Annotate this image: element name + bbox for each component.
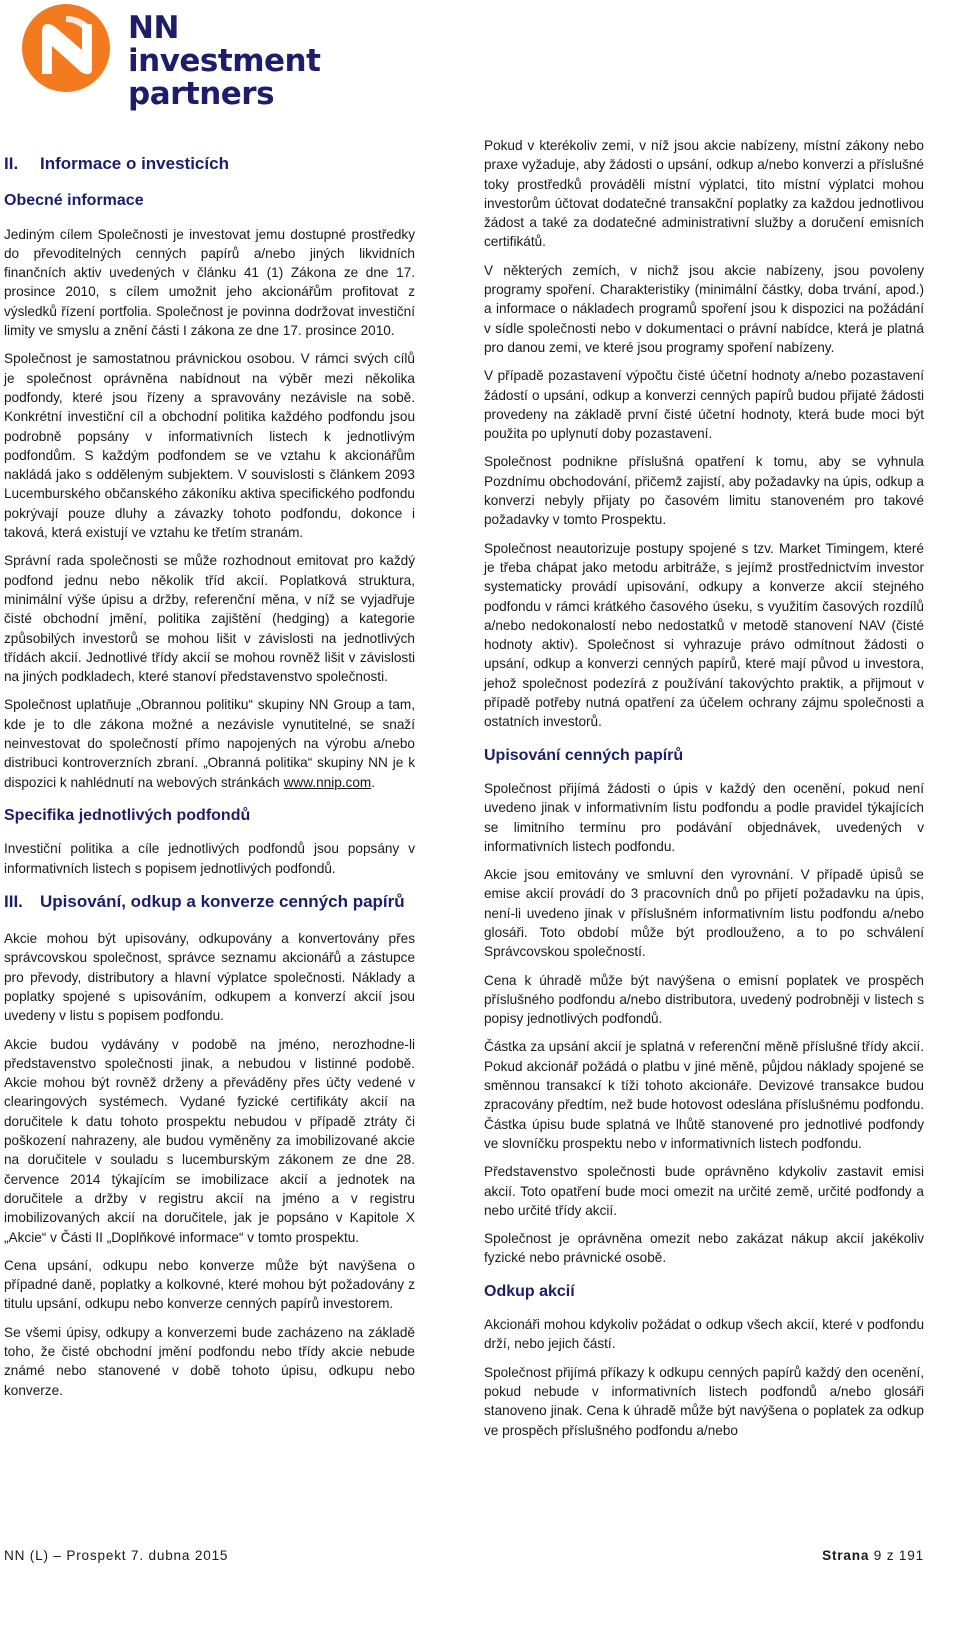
paragraph: Cena upsání, odkupu nebo konverze může být navýšena o případné daně, poplatky a kolkovné, které mohou být požadovány z titulu upsání, odkupu nebo konverze cenných papírů investorem.	[4, 1257, 415, 1312]
subscription-heading: Upisování cenných papírů	[484, 746, 684, 764]
paragraph: Společnost podnikne příslušná opatření k tomu, aby se vyhnula Pozdnímu obchodování, přičemž zajistí, aby požadavky na úpis, odkup a konverzi nebyly přijaty po časovém limitu stanoveném pro takové požadavky v tomto Prospektu.	[484, 454, 924, 528]
page-current: 9	[873, 1548, 883, 1563]
page-separator: z	[886, 1548, 895, 1563]
section-iii-title: Upisování, odkup a konverze cenných papírů	[40, 891, 405, 911]
paragraph: Představenstvo společnosti bude oprávněno kdykoliv zastavit emisi akcií. Toto opatření bude moci omezit na určité země, určité podfondy a nebo určité třídy akcií.	[484, 1164, 924, 1218]
brand-wordmark	[128, 12, 360, 111]
paragraph: Akcionáři mohou kdykoliv požádat o odkup všech akcií, které v podfondu drží, nebo jejich částí.	[484, 1317, 924, 1352]
section-ii-title: Informace o investicích	[40, 154, 229, 173]
right-column	[484, 136, 924, 1449]
paragraph: Akcie jsou emitovány ve smluvní den vyrovnání. V případě úpisů se emise akcií provádí do 3 pracovních dnů po přijetí požadavku na úpis, není-li uvedeno jinak v příslušném informativním listu podfondu a/nebo glosáři. Toto období může být prodlouženo, a to po schválení Správcovskou společností.	[484, 867, 924, 960]
paragraph: Částka za upsání akcií je splatná v referenční měně příslušné třídy akcií. Pokud akcionář požádá o platbu v jiné měně, půjdou náklady spojené se směnnou transakcí k tíži tohoto akcionáře. Devizové transakce budou zpracovány předtím, než bude hotovost odeslána příslušnému podfondu. Částka úpisu bude splatná ve lhůtě stanovené pro jednotlivé podfondy ve slovníčku prospektu nebo v informativních listech podfondu.	[484, 1039, 924, 1151]
footer-document-title: NN (L) – Prospekt 7. dubna 2015	[4, 1548, 229, 1563]
paragraph: Investiční politika a cíle jednotlivých podfondů jsou popsány v informativních listech s popisem jednotlivých podfondů.	[4, 841, 415, 876]
left-column	[4, 154, 415, 1409]
paragraph: Společnost je oprávněna omezit nebo zakázat nákup akcií jakékoliv fyzické nebo právnické osobě.	[484, 1231, 924, 1266]
paragraph: Se všemi úpisy, odkupy a konverzemi bude zacházeno na základě toho, že čisté obchodní jmění podfondu nebo třídy akcie nebude známé nebo stanovené v době tohoto úpisu, odkupu nebo konverze.	[4, 1324, 415, 1398]
paragraph: Akcie budou vydávány v podobě na jméno, nerozhodne-li představenstvo společnosti jinak, a nebudou v listinné podobě. Akcie mohou být rovněž drženy a převáděny přes účty vedené v clearingových systémech. Vydané fyzické certifikáty akcií na doručitele k datu tohoto prospektu nebudou v případě ztráty či poškození nahrazeny, ale budou vyměněny za imobilizované akcie na doručitele v souladu s lucemburským zákonem ze dne 28. července 2014 týkajícím se imobilizace akcií a jednotek na doručitele a držby v registru akcií na jméno a v registru imobilizovaných akcií na doručitele, jak je popsáno v Kapitole X „Akcie“ v Části II „Doplňkové informace“ v tomto prospektu.	[4, 1036, 415, 1245]
brand-logo	[20, 2, 360, 112]
paragraph: Společnost je samostatnou právnickou osobou. V rámci svých cílů je společnost oprávněna nabídnout na výběr mezi několika podfondy, které jsou řízeny a spravovány nezávisle na sobě. Konkrétní investiční cíl a obchodní politika každého podfondu jsou podrobně popsány v informativních listech k jednotlivým podfondům. S každým podfondem se ve vztahu k akcionářům nakládá jako s odděleným subjektem. V souvislosti s článkem 2093 Lucemburského občanského zákoníku aktiva specifického podfondu pokrývají pouze dluhy a závazky tohoto podfondu, dokonce i taková, která existují ve vztahu ke třetím stranám.	[4, 351, 415, 541]
brand-line2: partners	[128, 76, 275, 112]
page-label: Strana	[822, 1548, 870, 1563]
paragraph: V některých zemích, v nichž jsou akcie nabízeny, jsou povoleny programy spoření. Charakteristiky (minimální částky, doba trvání, apod.) a informace o nákladech programů spoření jsou k dispozici na požádání v sídle společnosti nebo v dokumentaci o právní nabídce, která je platná pro danou zemi, ve které jsou programy spoření nabízeny.	[484, 262, 924, 355]
paragraph: Jediným cílem Společnosti je investovat jemu dostupné prostředky do převoditelných cenných papírů a/nebo jiných likvidních finančních aktiv uvedených v článku 41 (1) Zákona ze dne 17. prosince 2010, s cílem umožnit jeho akcionářům profitovat z výsledků řízení portfolia. Společnost je povinna dodržovat investiční limity ve smyslu a znění části I zákona ze dne 17. prosince 2010.	[4, 226, 415, 339]
paragraph: Společnost přijímá příkazy k odkupu cenných papírů každý den ocenění, pokud nebude v informativních listech podfondů a/nebo glosáři stanoveno jinak. Cena k úhradě může být navýšena o poplatek za odkup ve prospěch příslušného podfondu a/nebo	[484, 1364, 924, 1438]
nn-lion-logo-icon	[20, 2, 112, 94]
paragraph: Společnost přijímá žádosti o úpis v každý den ocenění, pokud není uvedeno jinak v informativním listu podfondu a podle pravidel týkajících se limitního termínu pro podávání objednávek, uvedených v informativních listech podfondu.	[484, 780, 924, 854]
paragraph: Akcie mohou být upisovány, odkupovány a konvertovány přes správcovskou společnost, správce seznamu akcionářů a zástupce pro převody, distributory a hlavní výplatce společnosti. Náklady a poplatky spojené s upisováním, odkupem a konverzí akcií jsou uvedeny v listu s popisem podfondu.	[4, 931, 415, 1024]
brand-line1: NN investment	[128, 10, 321, 79]
footer-page-number	[822, 1548, 924, 1563]
nnip-link[interactable]: www.nnip.com	[283, 774, 372, 790]
paragraph	[4, 695, 415, 791]
redemption-heading: Odkup akcií	[484, 1282, 575, 1300]
paragraph-text: Společnost uplatňuje „Obrannou politiku“ skupiny NN Group a tam, kde je to dle zákona možné a nezávisle vynutitelné, se snaží neinvestovat do společností přímo napojených na výrobu a/nebo distribuci kontroverzních zbraní. „Obranná politika“ skupiny NN je k dispozici k nahlédnutí na webových stránkách	[4, 697, 415, 790]
subfund-specifics-heading: Specifika jednotlivých podfondů	[4, 806, 251, 824]
general-info-heading: Obecné informace	[4, 192, 144, 210]
paragraph-end: .	[371, 774, 376, 790]
section-ii-heading	[4, 154, 415, 173]
section-ii-number: II.	[4, 154, 19, 173]
section-iii-heading	[4, 892, 415, 911]
paragraph: Cena k úhradě může být navýšena o emisní poplatek ve prospěch příslušného podfondu a/nebo distributora, uvedený podrobněji v listech s popisy jednotlivých podfondů.	[484, 972, 924, 1027]
paragraph: V případě pozastavení výpočtu čisté účetní hodnoty a/nebo pozastavení žádostí o upsání, odkup a konverzi cenných papírů budou přijaté žádosti provedeny na základě první čisté účetní hodnoty, která bude moci být použita po uplynutí doby pozastavení.	[484, 368, 924, 442]
section-iii-number: III.	[4, 891, 23, 911]
paragraph: Správní rada společnosti se může rozhodnout emitovat pro každý podfond jednu nebo několik tříd akcií. Poplatková struktura, minimální výše úpisu a držby, referenční měna, v níž se vyjadřuje čisté obchodní jmění, politika zajištění (hedging) a kategorie způsobilých investorů se mohou lišit v závislosti na jednotlivých třídách akcií. Jednotlivé třídy akcií se mohou rovněž lišit v závislosti na jiných podkladech, které stanoví představenstvo společnosti.	[4, 553, 415, 685]
paragraph: Pokud v kterékoliv zemi, v níž jsou akcie nabízeny, místní zákony nebo praxe vyžaduje, aby žádosti o upsání, odkup a/nebo konverzi a příslušné toky prostředků prováděli místní výplatci, tito místní výplatci mohou investorům účtovat dodatečné transakční poplatky za každou jednotlivou žádost a také za dodatečné administrativní služby a doručení emisních certifikátů.	[484, 138, 924, 250]
paragraph: Společnost neautorizuje postupy spojené s tzv. Market Timingem, které je třeba chápat jako metodu arbitráže, s jejímž prostřednictvím investor systematicky provádí upisování, odkupy a konverze akcií stejného podfondu v rámci krátkého časového úseku, s využitím časových rozdílů a/nebo nedokonalostí nebo nedostatků v metodě stanovení NAV (čisté hodnoty aktiv). Společnost si vyhrazuje právo odmítnout žádosti o upsání, odkup a konverzi cenných papírů, které mají původ u investora, jehož společnost podezírá z používání takovýchto praktik, a přijmout v případě potřeby nutná opatření za účelem ochrany zájmu společnosti a ostatních investorů.	[484, 540, 924, 730]
page-total: 191	[898, 1548, 924, 1563]
